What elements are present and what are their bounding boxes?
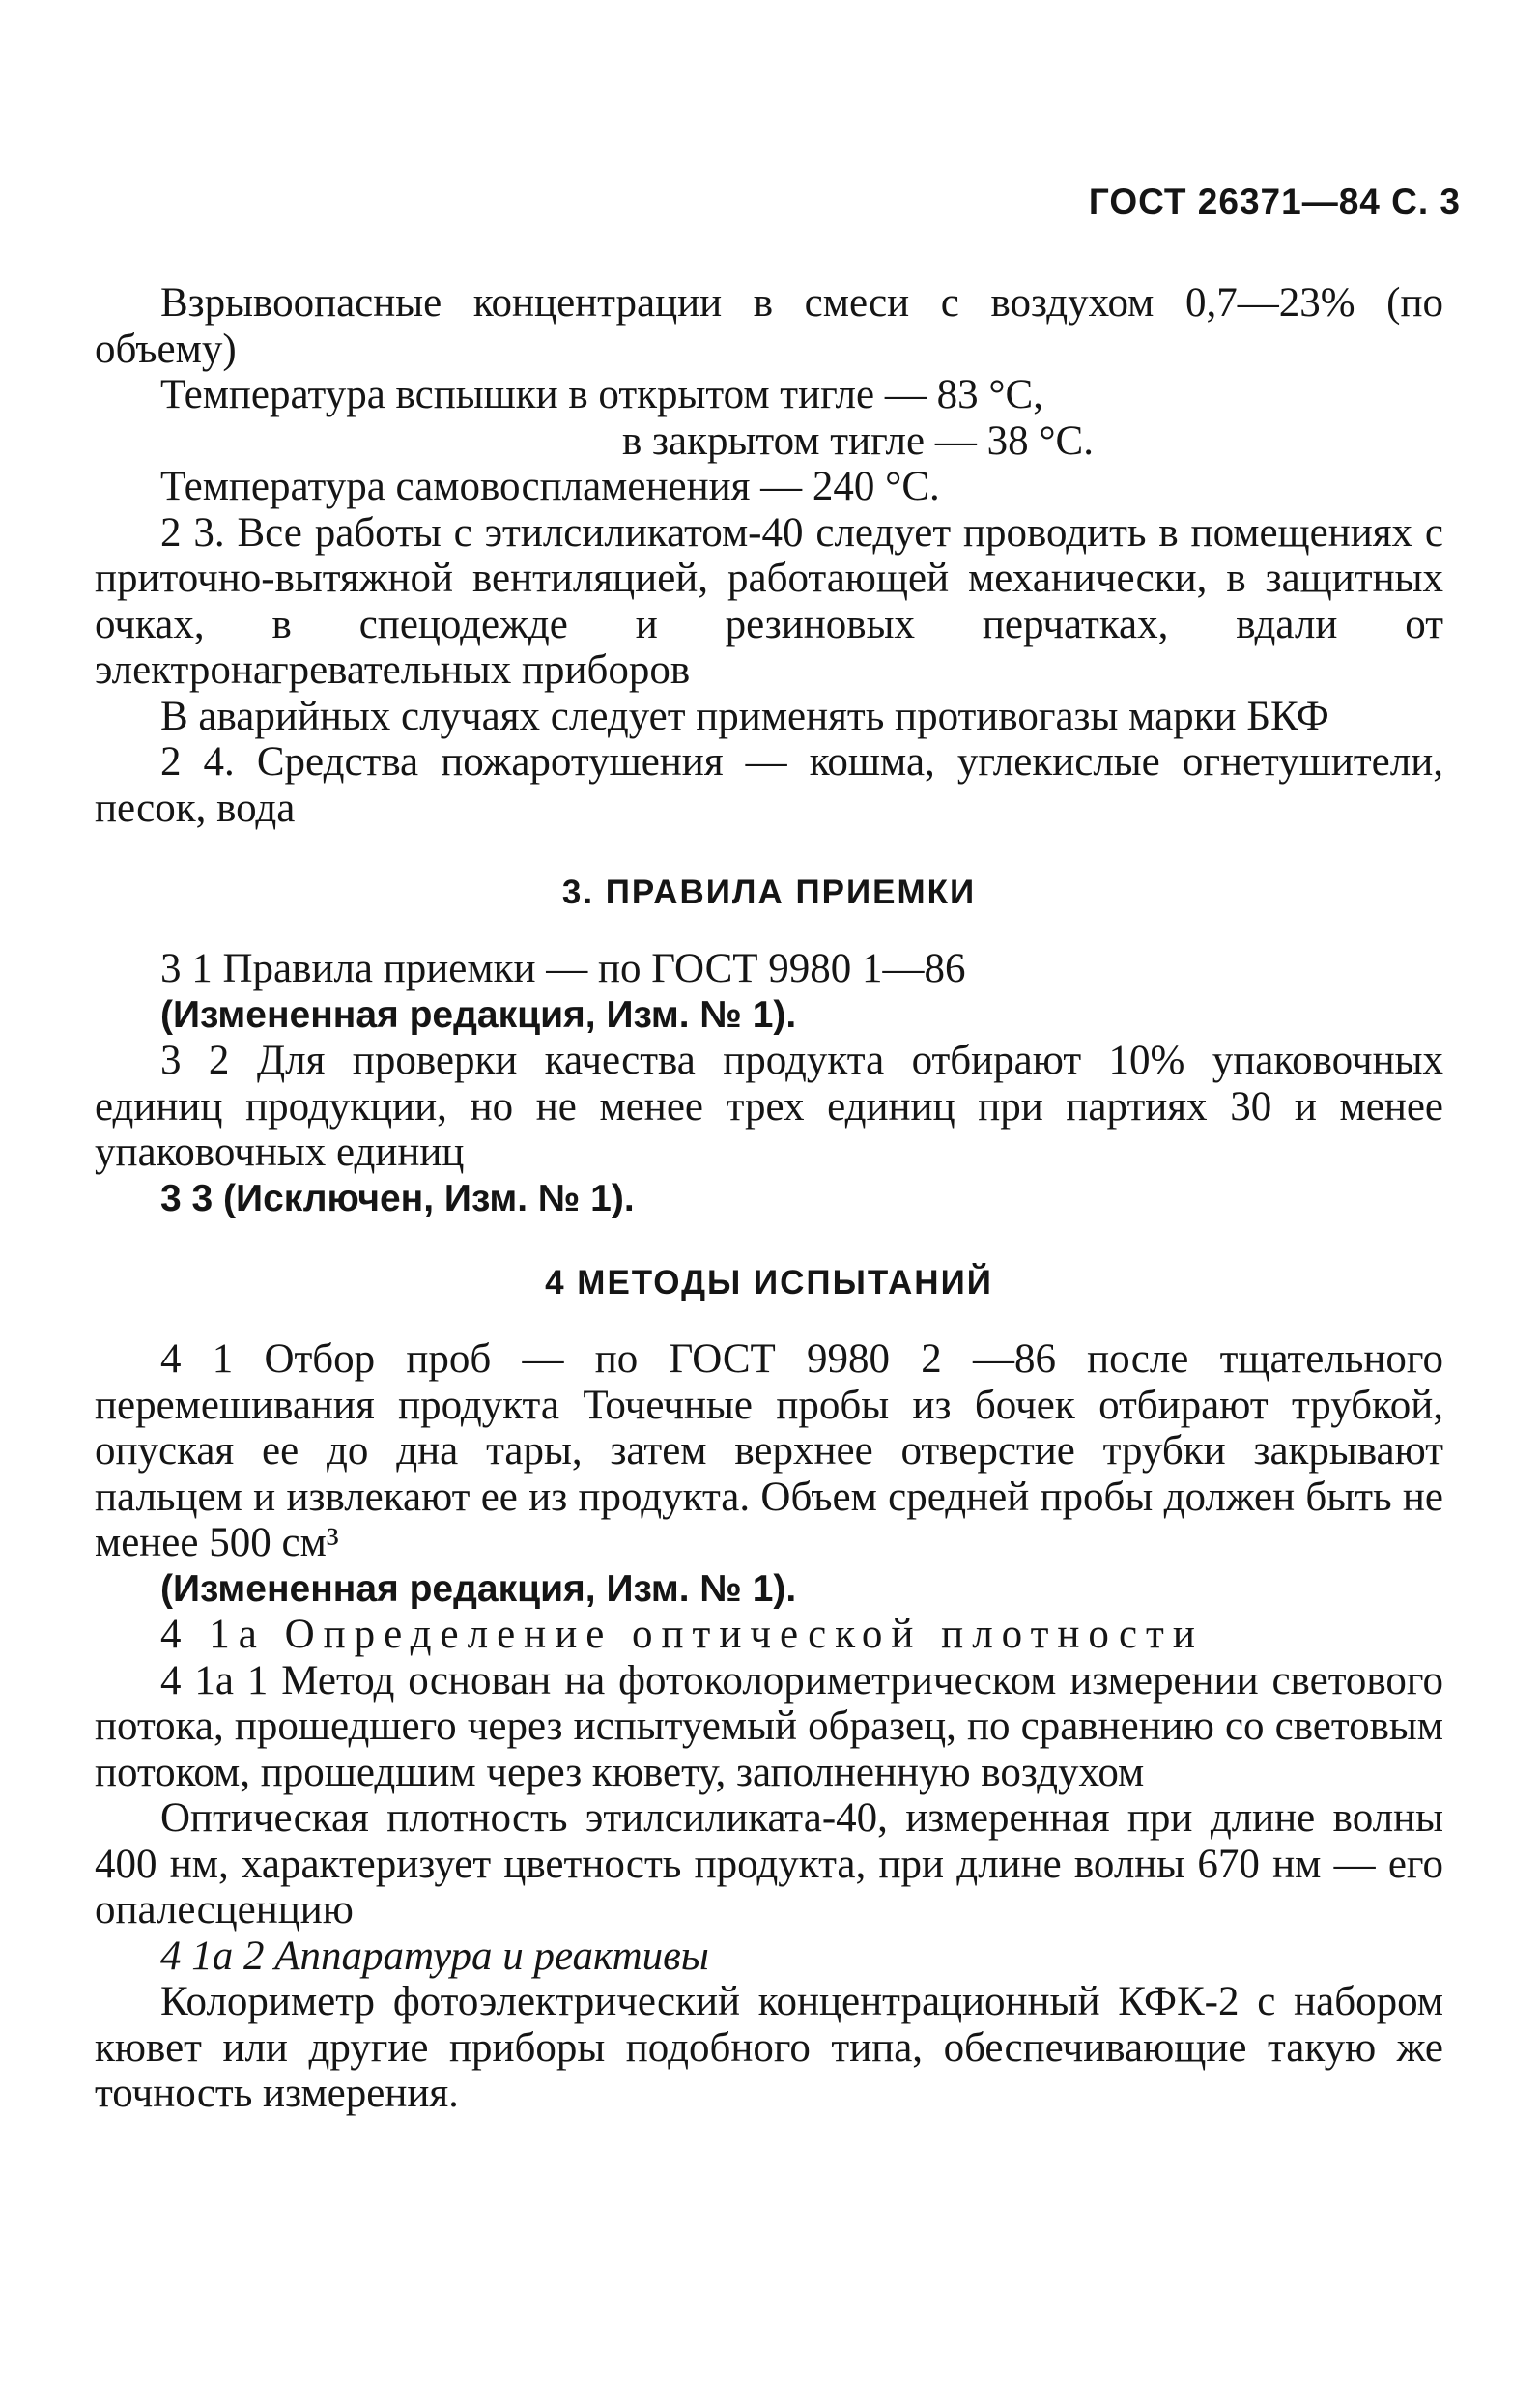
clause-4-1: 4 1 Отбор проб — по ГОСТ 9980 2 —86 после тщательного перемешивания продукта Точечные пробы из бочек отбирают трубкой, опуская ее до дна тары, затем верхнее отверстие трубки закрывают пальцем и извлекают ее из продукта. Объем средней пробы должен быть не менее 500 см³ [95,1336,1443,1565]
clause-3-3: 3 3 (Исключен, Изм. № 1). [160,1177,635,1219]
clause-3-2: 3 2 Для проверки качества продукта отбирают 10% упаковочных единиц продукции, но не менее трех единиц при партиях 30 и менее упаковочных единиц [95,1038,1443,1175]
clause-4-1a-1: 4 1а 1 Метод основан на фотоколориметрическом измерении светового потока, прошедшего через испытуемый образец, по сравнению со световым потоком, прошедшим через кювету, заполненную воздухом [95,1657,1443,1795]
clause-2-4: 2 4. Средства пожаротушения — кошма, углекислые огнетушители, песок, вода [95,739,1443,831]
clause-4-1a-2-title: 4 1а 2 Аппаратура и реактивы [160,1933,709,1979]
running-header: ГОСТ 26371—84 С. 3 [1088,182,1461,221]
clause-2-3-emergency: В аварийных случаях следует применять противогазы марки БКФ [160,693,1329,739]
page-body [95,280,1443,2117]
clause-4-1a-1-optical-density: Оптическая плотность этилсиликата-40, измеренная при длине волны 400 нм, характеризует цветность продукта, при длине волны 670 нм — его опалесценцию [95,1795,1443,1933]
clause-3-1-amendment: (Измененная редакция, Изм. № 1). [160,993,797,1036]
flash-point-open-text: Температура вспышки в открытом тигле — 83 °С, [160,372,1043,417]
autoignition-text: Температура самовоспламенения — 240 °С. [160,464,940,509]
clause-4-1a-title: 4 1а Определение оптической плотности [160,1612,1204,1657]
clause-3-1: 3 1 Правила приемки — по ГОСТ 9980 1—86 [160,946,966,991]
explosive-limits-text: Взрывоопасные концентрации в смеси с воздухом 0,7—23% (по объему) [95,280,1443,372]
section-3-heading: 3. ПРАВИЛА ПРИЕМКИ [561,873,977,911]
clause-2-3: 2 3. Все работы с этилсиликатом-40 следует проводить в помещениях с приточно-вытяжной вентиляцией, работающей механически, в защитных очках, в спецодежде и резиновых перчатках, вдали от электронагревательных приборов [95,509,1443,693]
section-4-heading: 4 МЕТОДЫ ИСПЫТАНИЙ [545,1264,993,1302]
flash-point-closed-text: в закрытом тигле — 38 °С. [622,417,1094,464]
clause-4-1-amendment: (Измененная редакция, Изм. № 1). [160,1567,797,1610]
clause-4-1a-2-equipment: Колориметр фотоэлектрический концентрационный КФК-2 с набором кювет или другие приборы подобного типа, обеспечивающие такую же точность измерения. [95,1979,1443,2116]
